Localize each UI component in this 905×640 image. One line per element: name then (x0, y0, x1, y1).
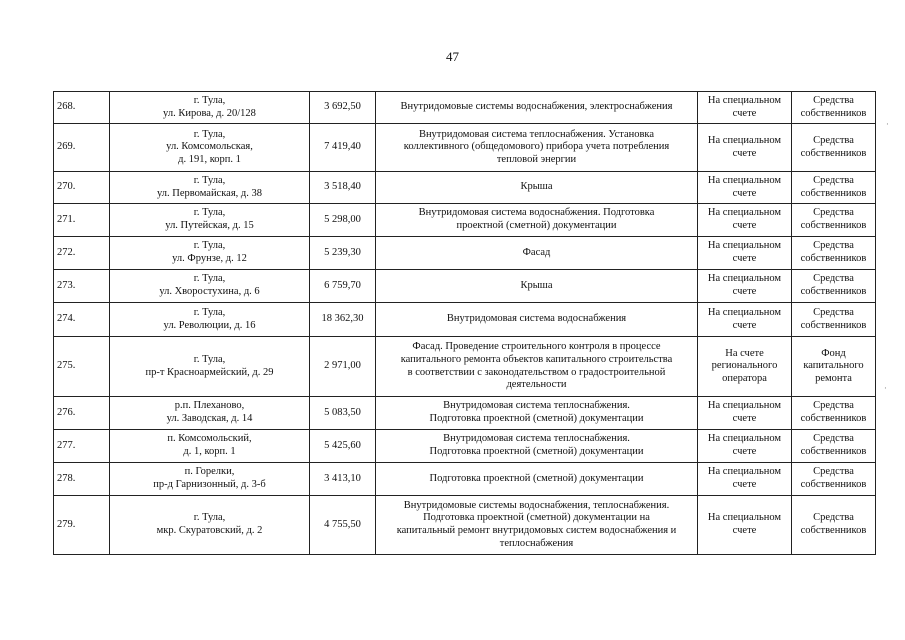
works-line: Внутридомовая система теплоснабжения. (443, 400, 630, 412)
table-row (54, 270, 876, 303)
account-line: счете (732, 413, 757, 424)
funding-line: собственников (800, 147, 867, 159)
area-cell: 3 413,10 (310, 463, 376, 496)
works-line: Подготовка проектной (сметной) документации (429, 472, 644, 484)
funding-cell (792, 337, 876, 397)
address-cell (110, 430, 310, 463)
account-line: счете (732, 479, 757, 490)
works-cell (376, 237, 698, 270)
works-cell (376, 124, 698, 172)
address-line: ул. Первомайская, д. 38 (157, 187, 262, 199)
works-line: коллективного (общедомового) прибора учета потребления (403, 141, 670, 153)
account-cell (698, 172, 792, 204)
funding-line: Средства (813, 512, 854, 524)
address-line: г. Тула, (193, 174, 226, 186)
row-number: 271. (54, 204, 110, 237)
funding-line: Средства (813, 240, 854, 252)
works-line: Внутридомовая система водоснабжения. Подготовка (418, 207, 655, 219)
address-line: г. Тула, (193, 353, 226, 365)
funding-line: собственников (800, 525, 867, 536)
funding-line: собственников (800, 446, 867, 457)
address-line: ул. Кирова, д. 20/128 (163, 107, 256, 119)
table-row (54, 463, 876, 496)
address-cell (110, 397, 310, 430)
row-number: 276. (54, 397, 110, 430)
works-line: теплоснабжения (499, 537, 574, 549)
address-cell (110, 124, 310, 172)
address-cell (110, 337, 310, 397)
funding-cell (792, 204, 876, 237)
address-cell (110, 172, 310, 204)
address-cell (110, 463, 310, 496)
account-cell (698, 124, 792, 172)
address-line: ул. Хворостухина, д. 6 (159, 286, 260, 297)
address-line: мкр. Скуратовский, д. 2 (156, 525, 263, 536)
area-cell: 6 759,70 (310, 270, 376, 303)
funding-line: Фонд (821, 347, 846, 359)
works-line: в соответствии с законодательством о градостроительной (407, 366, 666, 378)
table-row (54, 172, 876, 204)
works-cell (376, 463, 698, 496)
funding-cell (792, 463, 876, 496)
address-line: ул. Заводская, д. 14 (166, 413, 253, 424)
account-line: На счете (725, 347, 764, 359)
address-cell (110, 237, 310, 270)
works-line: Крыша (520, 181, 553, 193)
works-line: Подготовка проектной (сметной) документации на (423, 512, 650, 524)
works-line: Фасад. Проведение строительного контроля в процессе (412, 341, 661, 353)
row-number: 278. (54, 463, 110, 496)
area-cell: 3 518,40 (310, 172, 376, 204)
works-line: деятельности (506, 379, 567, 391)
funding-line: собственников (800, 220, 867, 231)
table-row (54, 124, 876, 172)
works-line: Внутридомовая система теплоснабжения. (443, 433, 630, 445)
account-line: На специальном (707, 207, 782, 219)
account-line: На специальном (707, 466, 782, 478)
funding-cell (792, 430, 876, 463)
margin-mark: · (886, 120, 889, 130)
margin-mark: · (884, 384, 887, 394)
area-cell: 5 425,60 (310, 430, 376, 463)
funding-line: Средства (813, 134, 854, 146)
account-line: счете (732, 525, 757, 536)
table-row (54, 496, 876, 555)
address-line: п. Комсомольский, (167, 433, 252, 445)
address-line: ул. Путейская, д. 15 (165, 220, 254, 231)
account-cell (698, 496, 792, 555)
row-number: 275. (54, 337, 110, 397)
funding-line: собственников (800, 286, 867, 297)
address-cell (110, 270, 310, 303)
account-line: счете (732, 446, 757, 457)
works-cell (376, 303, 698, 337)
address-line: г. Тула, (193, 306, 226, 318)
funding-cell (792, 124, 876, 172)
table-row (54, 397, 876, 430)
address-line: д. 1, корп. 1 (183, 446, 236, 457)
works-line: Внутридомовая система водоснабжения (446, 313, 627, 325)
works-line: капитального ремонта объектов капитального строительства (400, 353, 673, 365)
table-row (54, 337, 876, 397)
table-row (54, 303, 876, 337)
row-number: 268. (54, 92, 110, 124)
works-cell (376, 204, 698, 237)
account-cell (698, 303, 792, 337)
funding-line: собственников (800, 253, 867, 264)
address-line: г. Тула, (193, 512, 226, 524)
works-line: Фасад (522, 246, 551, 258)
account-line: На специальном (707, 512, 782, 524)
funding-line: Средства (813, 273, 854, 285)
funding-cell (792, 303, 876, 337)
funding-line: Средства (813, 400, 854, 412)
funding-line: собственников (800, 319, 867, 331)
area-cell: 4 755,50 (310, 496, 376, 555)
works-cell (376, 430, 698, 463)
address-cell (110, 496, 310, 555)
page-number: 47 (446, 49, 459, 64)
works-line: тепловой энергии (496, 153, 577, 165)
area-cell: 5 298,00 (310, 204, 376, 237)
funding-line: собственников (800, 187, 867, 199)
account-line: счете (732, 319, 757, 331)
works-cell (376, 172, 698, 204)
area-cell: 18 362,30 (310, 303, 376, 337)
funding-cell (792, 172, 876, 204)
account-line: На специальном (707, 94, 782, 106)
account-line: На специальном (707, 306, 782, 318)
funding-line: собственников (800, 479, 867, 490)
area-cell: 3 692,50 (310, 92, 376, 124)
works-line: Внутридомовая система теплоснабжения. Установка (418, 128, 655, 140)
works-cell (376, 496, 698, 555)
works-cell (376, 92, 698, 124)
account-cell (698, 237, 792, 270)
address-cell (110, 92, 310, 124)
funding-line: Средства (813, 94, 854, 106)
account-line: На специальном (707, 134, 782, 146)
works-cell (376, 337, 698, 397)
address-line: г. Тула, (193, 94, 226, 106)
row-number: 279. (54, 496, 110, 555)
area-cell: 5 083,50 (310, 397, 376, 430)
funding-line: Средства (813, 466, 854, 478)
area-cell: 7 419,40 (310, 124, 376, 172)
funding-cell (792, 496, 876, 555)
area-cell: 5 239,30 (310, 237, 376, 270)
funding-line: Средства (813, 174, 854, 186)
works-line: Внутридомовые системы водоснабжения, теплоснабжения. (403, 499, 670, 511)
account-cell (698, 337, 792, 397)
address-line: п. Горелки, (184, 466, 235, 478)
account-line: На специальном (707, 240, 782, 252)
account-line: счете (732, 187, 757, 199)
repair-program-table (53, 91, 876, 555)
funding-cell (792, 397, 876, 430)
works-cell (376, 270, 698, 303)
address-line: г. Тула, (193, 273, 226, 285)
works-cell (376, 397, 698, 430)
address-line: ул. Революции, д. 16 (163, 319, 256, 331)
account-line: счете (732, 253, 757, 264)
funding-line: капитального (803, 360, 864, 372)
address-cell (110, 303, 310, 337)
account-line: счете (732, 107, 757, 119)
account-cell (698, 204, 792, 237)
account-line: оператора (722, 372, 767, 384)
address-line: пр-д Гарнизонный, д. 3-б (153, 479, 266, 490)
address-line: ул. Комсомольская, (166, 141, 253, 153)
account-line: На специальном (707, 400, 782, 412)
funding-line: ремонта (815, 372, 852, 384)
works-line: Внутридомовые системы водоснабжения, электроснабжения (400, 101, 673, 113)
row-number: 270. (54, 172, 110, 204)
row-number: 272. (54, 237, 110, 270)
account-cell (698, 430, 792, 463)
account-line: регионального (711, 360, 778, 372)
funding-line: Средства (813, 207, 854, 219)
account-cell (698, 397, 792, 430)
table-row (54, 237, 876, 270)
row-number: 274. (54, 303, 110, 337)
address-line: г. Тула, (193, 128, 226, 140)
table-row (54, 204, 876, 237)
address-line: ул. Фрунзе, д. 12 (172, 253, 247, 264)
funding-line: собственников (800, 413, 867, 424)
address-line: г. Тула, (193, 207, 226, 219)
table-body (54, 92, 876, 555)
account-line: счете (732, 220, 757, 231)
row-number: 269. (54, 124, 110, 172)
address-line: р.п. Плеханово, (174, 400, 245, 412)
table-row (54, 430, 876, 463)
works-line: Крыша (520, 279, 553, 291)
account-cell (698, 270, 792, 303)
row-number: 273. (54, 270, 110, 303)
address-line: г. Тула, (193, 240, 226, 252)
works-line: Подготовка проектной (сметной) документации (429, 413, 644, 424)
account-cell (698, 463, 792, 496)
address-line: пр-т Красноармейский, д. 29 (145, 366, 274, 378)
account-line: счете (732, 147, 757, 159)
account-line: На специальном (707, 174, 782, 186)
account-cell (698, 92, 792, 124)
funding-line: Средства (813, 433, 854, 445)
address-line: д. 191, корп. 1 (178, 153, 241, 165)
funding-cell (792, 92, 876, 124)
table-row (54, 92, 876, 124)
works-line: проектной (сметной) документации (456, 220, 617, 231)
account-line: На специальном (707, 433, 782, 445)
funding-cell (792, 237, 876, 270)
funding-line: собственников (800, 107, 867, 119)
funding-cell (792, 270, 876, 303)
address-cell (110, 204, 310, 237)
account-line: счете (732, 286, 757, 297)
area-cell: 2 971,00 (310, 337, 376, 397)
account-line: На специальном (707, 273, 782, 285)
works-line: капитальный ремонт внутридомовых систем водоснабжения и (396, 525, 677, 536)
works-line: Подготовка проектной (сметной) документации (429, 446, 644, 457)
funding-line: Средства (813, 306, 854, 318)
row-number: 277. (54, 430, 110, 463)
